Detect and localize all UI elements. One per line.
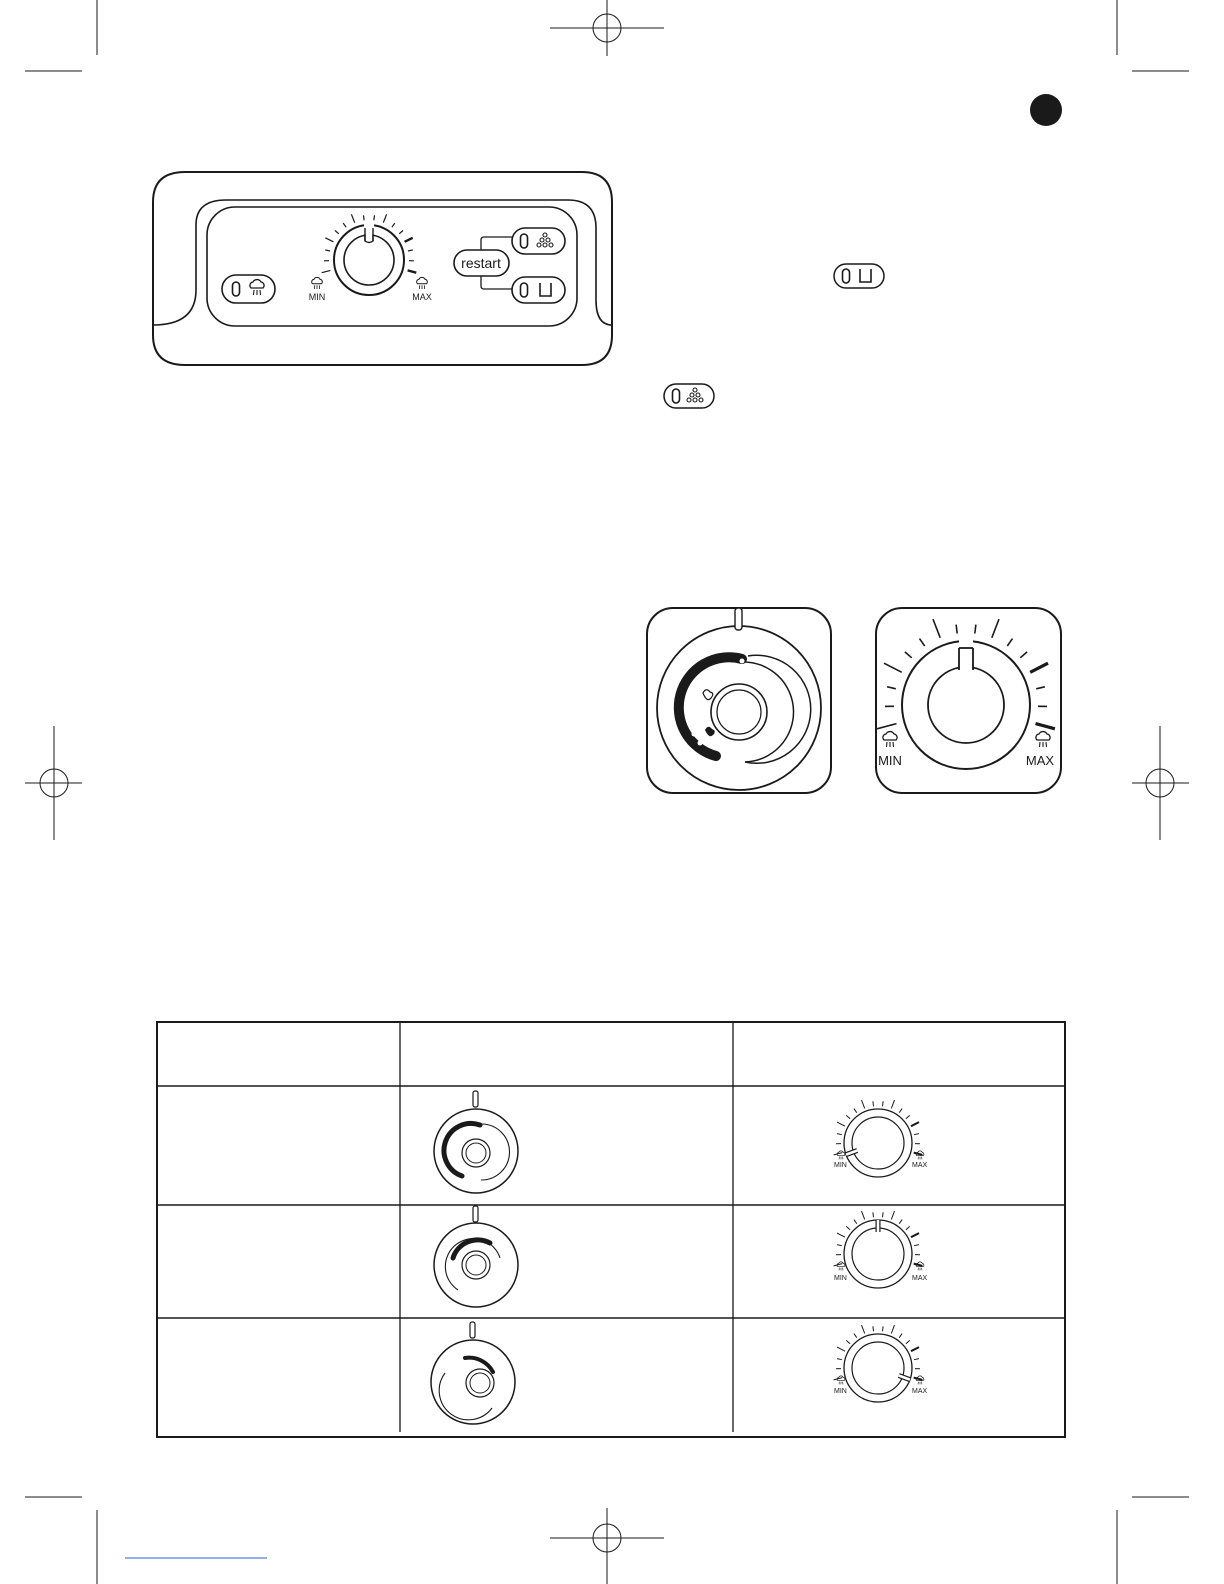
scale-tick <box>837 1233 845 1237</box>
scale-tick <box>873 1101 874 1106</box>
row-max-label: MAX <box>912 1162 928 1169</box>
scale-tick <box>956 625 957 634</box>
scale-tick <box>383 214 386 222</box>
row-min-label: MIN <box>834 1162 847 1169</box>
large-min-label: MIN <box>878 753 902 768</box>
scale-tick <box>873 1326 874 1331</box>
row-max-label: MAX <box>912 1275 928 1282</box>
scale-tick <box>392 223 395 227</box>
min-cloud-icon <box>837 1262 845 1270</box>
max-cloud-icon <box>1036 732 1050 747</box>
panel-steam-dial[interactable] <box>309 214 432 302</box>
steam-indicator <box>222 275 275 303</box>
scale-tick <box>854 1220 857 1224</box>
scale-tick <box>408 250 413 251</box>
scale-tick <box>1030 663 1048 672</box>
scale-tick <box>899 1220 902 1224</box>
restart-button[interactable] <box>454 237 512 289</box>
scale-tick <box>854 1109 857 1113</box>
scale-tick <box>837 1134 842 1135</box>
scale-tick <box>914 1378 923 1380</box>
scale-tick <box>914 1134 919 1135</box>
scale-tick <box>854 1334 857 1338</box>
scale-tick <box>837 1122 845 1126</box>
scale-tick <box>877 724 896 729</box>
scale-tick <box>920 639 925 646</box>
min-cloud-icon <box>837 1151 845 1159</box>
row-min-label: MIN <box>834 1275 847 1282</box>
panel-min-label: MIN <box>308 292 326 302</box>
scale-tick <box>846 1340 850 1343</box>
scale-tick <box>891 1100 894 1108</box>
scale-tick <box>343 223 346 227</box>
steam-cloud-icon <box>250 280 264 295</box>
scale-tick <box>846 1226 850 1229</box>
scale-tick <box>408 270 417 272</box>
large-max-label: MAX <box>1025 753 1055 768</box>
scale-tick <box>891 1211 894 1219</box>
settings-table <box>157 1022 1065 1437</box>
scale-tick <box>862 1211 865 1219</box>
scale-tick <box>364 215 365 220</box>
scale-tick <box>905 652 912 658</box>
table-row <box>834 1162 934 1176</box>
registration-mark-top <box>550 0 664 56</box>
scale-tick <box>906 1226 910 1229</box>
table-row-program-dial-3 <box>431 1322 515 1424</box>
scale-tick <box>873 1212 874 1217</box>
min-cloud-icon <box>883 732 897 747</box>
restart-label: restart <box>461 255 501 271</box>
scale-tick <box>837 1347 845 1351</box>
scale-tick <box>911 1122 919 1126</box>
scale-tick <box>883 1212 884 1217</box>
inline-anti-calc-indicator <box>664 384 714 408</box>
scale-tick <box>837 1359 842 1360</box>
table-row-program-dial-2 <box>434 1206 518 1307</box>
control-panel <box>153 172 612 365</box>
scale-tick <box>862 1325 865 1333</box>
scale-tick <box>975 625 976 634</box>
min-cloud-icon <box>837 1376 845 1384</box>
anti-calc-dots-icon <box>687 388 703 402</box>
scale-tick <box>883 1101 884 1106</box>
scale-tick <box>911 1233 919 1237</box>
scale-tick <box>906 1115 910 1118</box>
scale-tick <box>906 1340 910 1343</box>
table-row-program-dial-1 <box>434 1091 518 1193</box>
scale-tick <box>405 238 413 242</box>
scale-tick <box>933 619 940 638</box>
scale-tick <box>325 250 330 251</box>
large-program-dial <box>647 608 831 793</box>
large-steam-dial <box>876 608 1061 793</box>
scale-tick <box>914 1153 923 1155</box>
water-tank-icon <box>860 269 871 282</box>
anti-calc-indicator <box>512 228 565 254</box>
row-max-label: MAX <box>912 1388 928 1395</box>
scale-tick <box>862 1100 865 1108</box>
registration-mark-left <box>25 726 82 840</box>
scale-tick <box>399 231 403 234</box>
max-cloud-icon <box>417 277 428 289</box>
scale-tick <box>846 1115 850 1118</box>
scale-tick <box>899 1334 902 1338</box>
black-circle-icon <box>1030 94 1062 126</box>
scale-tick <box>914 1264 923 1266</box>
scale-tick <box>837 1245 842 1246</box>
scale-tick <box>1020 652 1027 658</box>
scale-tick <box>911 1347 919 1351</box>
row-min-label: MIN <box>834 1388 847 1395</box>
scale-tick <box>322 270 331 272</box>
scale-tick <box>1036 687 1045 689</box>
scale-tick <box>325 238 333 242</box>
scale-tick <box>899 1109 902 1113</box>
scale-tick <box>1036 724 1055 729</box>
scale-tick <box>884 663 902 672</box>
scale-tick <box>351 214 354 222</box>
water-tank-indicator <box>512 277 565 303</box>
scale-tick <box>1007 639 1012 646</box>
table-row <box>834 1275 934 1289</box>
scale-tick <box>335 231 339 234</box>
table-row <box>834 1388 934 1402</box>
scale-tick <box>891 1325 894 1333</box>
scale-tick <box>992 619 999 638</box>
scale-tick <box>883 1326 884 1331</box>
inline-water-tank-indicator <box>834 264 884 288</box>
scale-tick <box>914 1359 919 1360</box>
registration-mark-right <box>1132 726 1189 840</box>
panel-max-label: MAX <box>412 292 432 302</box>
scale-tick <box>887 687 896 689</box>
registration-mark-bottom <box>550 1508 664 1584</box>
scale-tick <box>914 1245 919 1246</box>
min-cloud-icon <box>312 277 323 289</box>
scale-tick <box>374 215 375 220</box>
